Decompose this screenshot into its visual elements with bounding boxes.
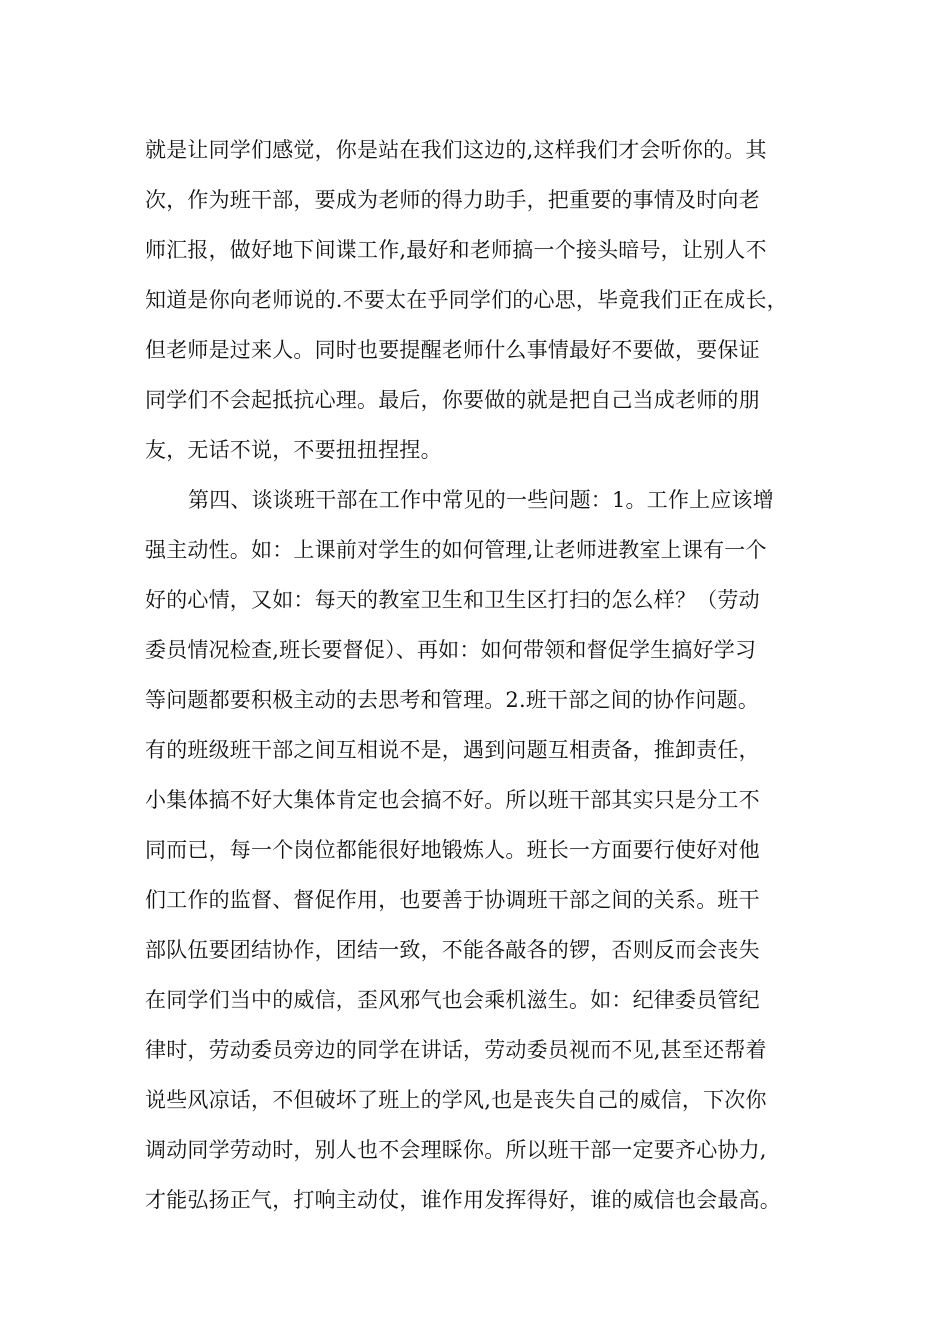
text-line: 师汇报，做好地下间谍工作,最好和老师搞一个接头暗号，让别人不 — [145, 238, 767, 262]
text-line: 律时，劳动委员旁边的同学在讲话，劳动委员视而不见,甚至还帮着 — [145, 1038, 767, 1062]
text-line: 调动同学劳动时，别人也不会理睬你。所以班干部一定要齐心协力, — [145, 1138, 767, 1162]
text-line: 在同学们当中的威信，歪风邪气也会乘机滋生。如：纪律委员管纪 — [145, 988, 760, 1012]
text-line: 们工作的监督、督促作用，也要善于协调班干部之间的关系。班干 — [145, 888, 760, 912]
text-line: 同而已，每一个岗位都能很好地锻炼人。班长一方面要行使好对他 — [145, 838, 760, 862]
text-line: 同学们不会起抵抗心理。最后，你要做的就是把自己当成老师的朋 — [145, 388, 760, 412]
text-line: 有的班级班干部之间互相说不是，遇到问题互相责备，推卸责任， — [145, 738, 760, 762]
paragraph-first-line: 第四、谈谈班干部在工作中常见的一些问题：1。工作上应该增 — [188, 488, 774, 512]
text-line: 强主动性。如：上课前对学生的如何管理,让老师进教室上课有一个 — [145, 538, 767, 562]
text-line: 就是让同学们感觉，你是站在我们这边的,这样我们才会听你的。其 — [145, 138, 767, 162]
text-line: 次，作为班干部，要成为老师的得力助手，把重要的事情及时向老 — [145, 188, 760, 212]
text-line: 知道是你向老师说的.不要太在乎同学们的心思，毕竟我们正在成长， — [145, 288, 788, 312]
text-line: 小集体搞不好大集体肯定也会搞不好。所以班干部其实只是分工不 — [145, 788, 760, 812]
text-line: 等问题都要积极主动的去思考和管理。2.班干部之间的协作问题。 — [145, 688, 760, 712]
text-line: 说些风凉话，不但破坏了班上的学风,也是丧失自己的威信，下次你 — [145, 1088, 767, 1112]
text-line: 委员情况检查,班长要督促）、再如：如何带领和督促学生搞好学习 — [145, 638, 757, 662]
text-line: 部队伍要团结协作，团结一致，不能各敲各的锣，否则反而会丧失 — [145, 938, 760, 962]
text-line: 才能弘扬正气，打响主动仗，谁作用发挥得好，谁的威信也会最高。 — [145, 1188, 781, 1212]
text-line: 友，无话不说，不要扭扭捏捏。 — [145, 438, 442, 462]
text-line: 好的心情，又如：每天的教室卫生和卫生区打扫的怎么样？（劳动 — [145, 588, 760, 612]
text-line: 但老师是过来人。同时也要提醒老师什么事情最好不要做，要保证 — [145, 338, 760, 362]
